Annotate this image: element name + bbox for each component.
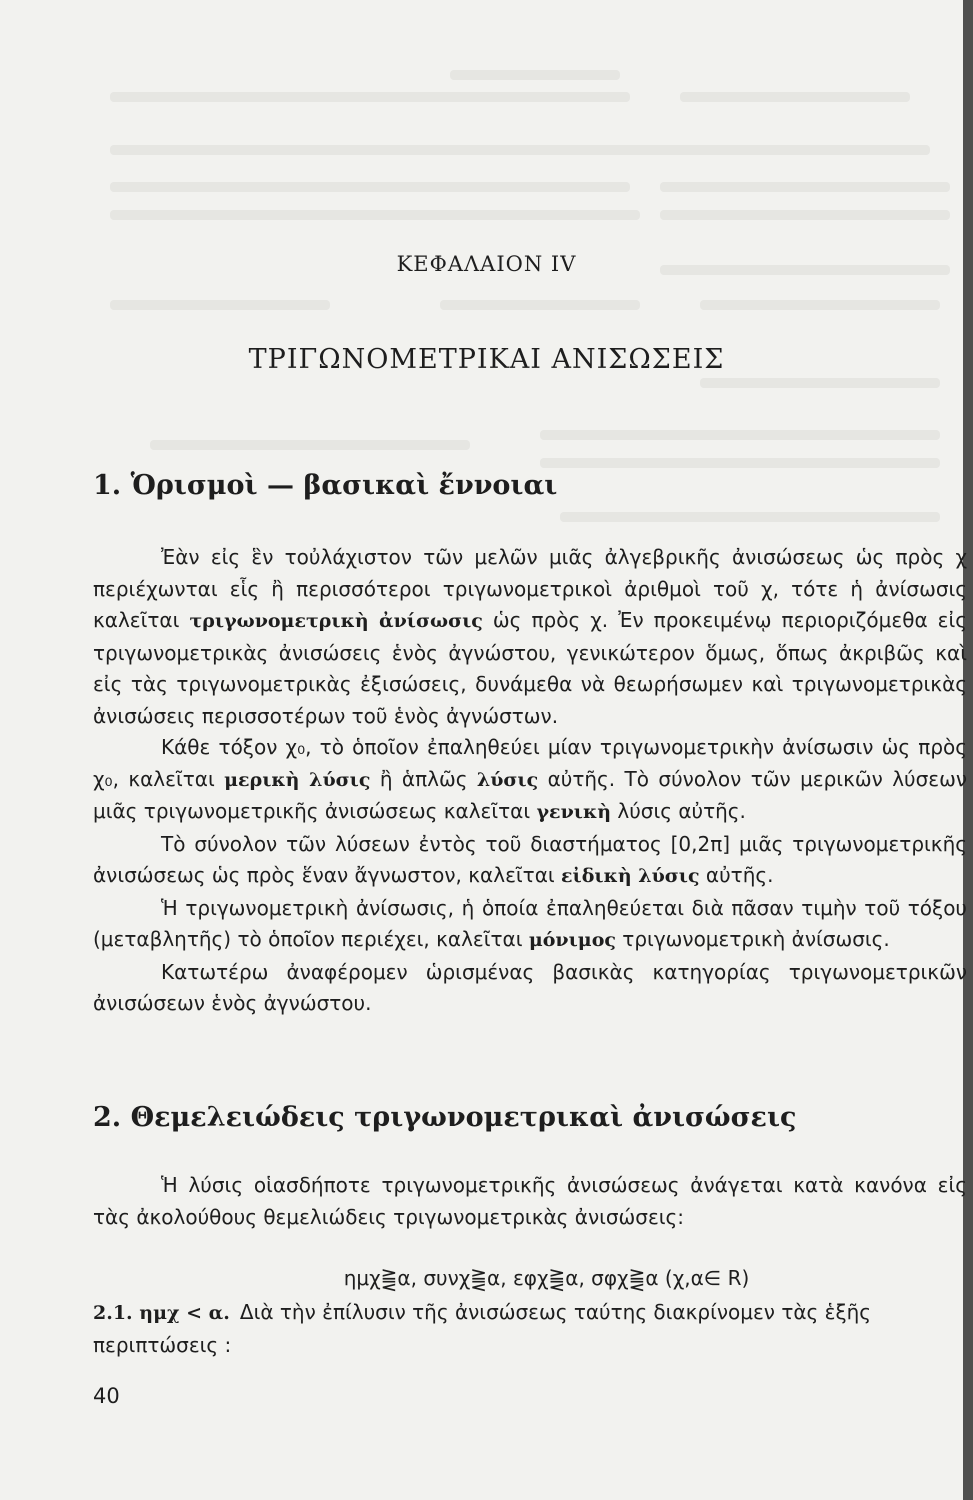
- paragraph-4: Ἡ τριγωνομετρικὴ ἀνίσωσις, ἡ ὁποία ἐπαληθεύεται διὰ πᾶσαν τιμὴν τοῦ τόξου (μεταβλητῆς) τὸ ὁποῖον περιέχει, καλεῖται μόνιμος τριγωνομετρικὴ ἀνίσωσις.: [93, 895, 967, 951]
- section-2-body: [93, 1170, 967, 1233]
- chapter-title: ΤΡΙΓΩΝΟΜΕΤΡΙΚΑΙ ΑΝΙΣΩΣΕΙΣ: [248, 344, 725, 375]
- subsection-text: Διὰ τὴν ἐπίλυσιν τῆς ἀνισώσεως ταύτης διακρίνομεν τὰς ἑξῆς περιπτώσεις :: [93, 1300, 872, 1357]
- paragraph-2: Κάθε τόξον χ₀, τὸ ὁποῖον ἐπαληθεύει μίαν τριγωνομετρικὴν ἀνίσωσιν ὡς πρὸς χ₀, καλεῖται μερικὴ λύσις ἢ ἁπλῶς λύσις αὐτῆς. Τὸ σύνολον τῶν μερικῶν λύσεων μιᾶς τριγωνομετρικῆς ἀνισώσεως καλεῖται γενικὴ λύσις αὐτῆς.: [93, 735, 968, 823]
- chapter-label: ΚΕΦΑΛΑΙΟΝ IV: [396, 252, 577, 276]
- paragraph-3: Τὸ σύνολον τῶν λύσεων ἐντὸς τοῦ διαστήματος [0,2π] μιᾶς τριγωνομετρικῆς ἀνισώσεως ὡς πρὸς ἕναν ἄγνωστον, καλεῖται εἰδικὴ λύσις αὐτῆς.: [93, 831, 967, 887]
- page-number: 40: [93, 1384, 120, 1408]
- paragraph-1: Ἐὰν εἰς ἓν τοὐλάχιστον τῶν μελῶν μιᾶς ἀλγεβρικῆς ἀνισώσεως ὡς πρὸς χ περιέχωνται εἷς ἢ περισσότεροι τριγωνομετρικοὶ ἀριθμοὶ τοῦ χ, τότε ἡ ἀνίσωσις καλεῖται τριγωνομετρικὴ ἀνίσωσις ὡς πρὸς χ. Ἐν προκειμένῳ περιοριζόμεθα εἰς τριγωνομετρικὰς ἀνισώσεις ἑνὸς ἀγνώστου, γενικώτερον ὅμως, ὅπως ἀκριβῶς καὶ εἰς τὰς τριγωνομετρικὰς ἐξισώσεις, δυνάμεθα νὰ θεωρήσωμεν καὶ τριγωνομετρικὰς ἀνισώσεις περισσοτέρων τοῦ ἑνὸς ἀγνώστων.: [93, 545, 968, 728]
- paragraph-6: Ἡ λύσις οἱασδήποτε τριγωνομετρικῆς ἀνισώσεως ἀνάγεται κατὰ κανόνα εἰς τὰς ἀκολούθους θεμελιώδεις τριγωνομετρικὰς ἀνισώσεις:: [93, 1173, 967, 1229]
- section-1-body: [93, 542, 967, 1020]
- section-1-heading: 1. Ὁρισμοὶ — βασικαὶ ἔννοιαι: [93, 470, 558, 501]
- fundamental-inequalities-formula: ημχ⪌α, συνχ⪌α, εφχ⪌α, σφχ⪌α (χ,α∈ R): [343, 1266, 750, 1290]
- paragraph-5: Κατωτέρω ἀναφέρομεν ὡρισμένας βασικὰς κατηγορίας τριγωνομετρικῶν ἀνισώσεων ἑνὸς ἀγνώστου.: [93, 959, 967, 1015]
- section-2-heading: 2. Θεμελειώδεις τριγωνομετρικαὶ ἀνισώσεις: [93, 1102, 797, 1133]
- subsection-2-1: [93, 1297, 967, 1361]
- subsection-label: 2.1. ημχ < α.: [93, 1302, 230, 1324]
